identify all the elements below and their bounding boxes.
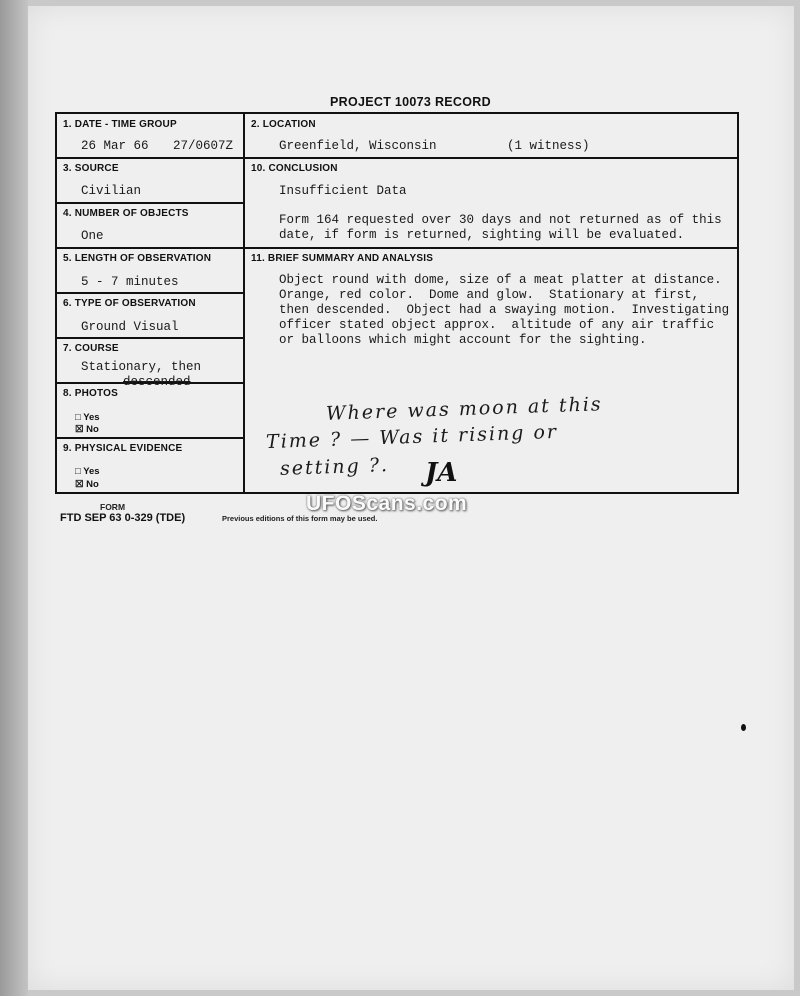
summary-line-4: officer stated object approx. altitude of any air traffic (279, 318, 715, 332)
physical-evidence-yes-checkbox: □ Yes (75, 466, 100, 477)
handwritten-note-line-3: setting ?. (279, 454, 390, 480)
course-value-line-2: descended (123, 375, 191, 389)
row-divider (57, 337, 243, 339)
type-of-observation-value: Ground Visual (81, 320, 179, 334)
length-value: 5 - 7 minutes (81, 275, 179, 289)
record-title: PROJECT 10073 RECORD (330, 95, 491, 109)
summary-line-3: then descended. Object had a swaying motion. Investigating (279, 303, 730, 317)
location-value: Greenfield, Wisconsin (279, 139, 437, 153)
summary-label: 11. BRIEF SUMMARY AND ANALYSIS (251, 253, 434, 264)
summary-line-1: Object round with dome, size of a meat platter at distance. (279, 273, 722, 287)
form-edition-note: Previous editions of this form may be used. (222, 514, 378, 523)
time-value: 27/0607Z (173, 139, 234, 153)
paper-shadow-edge (0, 0, 28, 996)
handwritten-note-line-2: Time ? — Was it rising or (265, 420, 559, 454)
photos-no-checkbox: ☒ No (75, 424, 99, 435)
physical-evidence-label: 9. PHYSICAL EVIDENCE (63, 443, 183, 454)
form-code: FTD SEP 63 0-329 (TDE) (60, 512, 186, 524)
conclusion-note-line-2: date, if form is returned, sighting will be evaluated. (279, 228, 685, 242)
handwritten-initials: JA (425, 458, 458, 488)
date-time-label: 1. DATE - TIME GROUP (63, 119, 177, 130)
photos-label: 8. PHOTOS (63, 388, 118, 399)
source-label: 3. SOURCE (63, 163, 119, 174)
conclusion-label: 10. CONCLUSION (251, 163, 338, 174)
summary-line-2: Orange, red color. Dome and glow. Stationary at first, (279, 288, 700, 302)
location-label: 2. LOCATION (251, 119, 316, 130)
course-label: 7. COURSE (63, 343, 119, 354)
witness-count: (1 witness) (507, 139, 590, 153)
conclusion-value: Insufficient Data (279, 184, 407, 198)
paper-speck (741, 724, 746, 731)
number-of-objects-value: One (81, 229, 104, 243)
site-watermark: UFOScans.com (306, 492, 468, 515)
handwritten-note-line-1: Where was moon at this (325, 393, 603, 425)
row-divider (57, 202, 243, 204)
conclusion-note-line-1: Form 164 requested over 30 days and not returned as of this (279, 213, 722, 227)
source-value: Civilian (81, 184, 142, 198)
course-value-line-1: Stationary, then (81, 360, 202, 374)
row-divider (57, 292, 243, 294)
type-of-observation-label: 6. TYPE OF OBSERVATION (63, 298, 196, 309)
row-divider (57, 437, 243, 439)
date-value: 26 Mar 66 (81, 139, 149, 153)
photos-yes-checkbox: □ Yes (75, 412, 100, 423)
column-divider (243, 114, 245, 492)
row-divider (57, 157, 737, 159)
length-label: 5. LENGTH OF OBSERVATION (63, 253, 212, 264)
physical-evidence-no-checkbox: ☒ No (75, 479, 99, 490)
row-divider (57, 247, 737, 249)
summary-line-5: or balloons which might account for the sighting. (279, 333, 647, 347)
number-of-objects-label: 4. NUMBER OF OBJECTS (63, 208, 189, 219)
form-label: FORM (100, 502, 126, 512)
